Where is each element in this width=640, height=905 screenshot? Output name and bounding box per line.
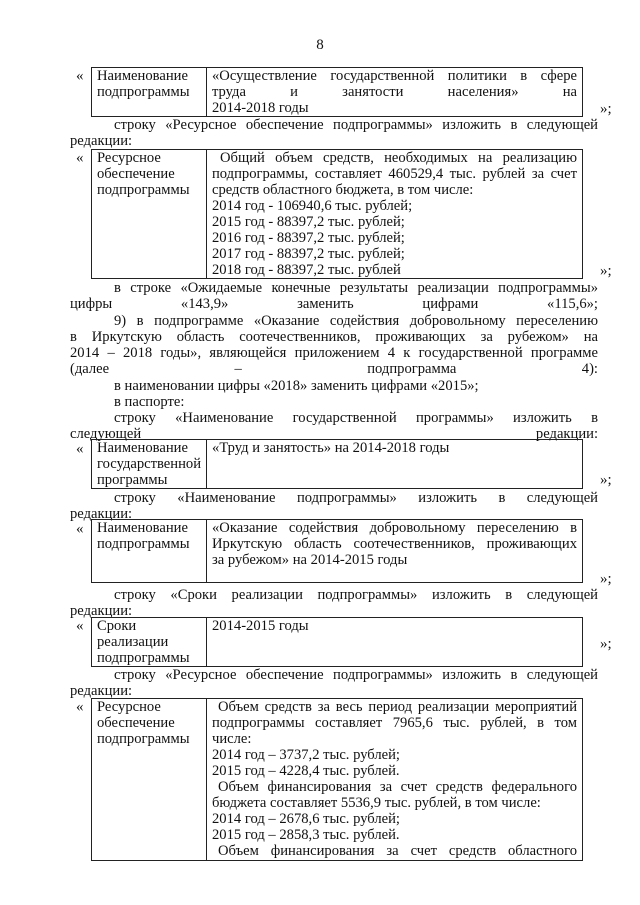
table-subprogram-name-1 xyxy=(91,67,583,117)
paragraph-4: в наименовании цифры «2018» заменить цифрами «2015»; xyxy=(114,378,479,394)
quote-close: »; xyxy=(600,571,612,587)
page-number: 8 xyxy=(316,37,324,53)
table-resources-2: Ресурсное обеспечение подпрограммы Объем средств за весь период реализации мероприятий подпрограммы составляет 7965,6 тыс. рублей, в том числе: 2014 год – 3737,2 тыс. рублей; 2015 год – 4228,4 тыс. рублей. Объем финансирования за счет средств федерального бюджета составляет 5536,9 тыс. рублей, в том числе: 2014 год – 2678,6 тыс. рублей; 2015 год – 2858,3 тыс. рублей. Объем финансирования за счет средств областного xyxy=(91,698,583,861)
quote-close: »; xyxy=(600,263,612,279)
quote-open: « xyxy=(76,618,84,634)
quote-open: « xyxy=(76,68,84,84)
paragraph-7: строку «Наименование подпрограммы» изложить в следующей редакции: xyxy=(70,490,598,522)
quote-open: « xyxy=(76,441,84,457)
t1-left: Наименование подпрограммы xyxy=(97,68,190,100)
paragraph-1: строку «Ресурсное обеспечение подпрограммы» изложить в следующей редакции: xyxy=(70,117,598,149)
quote-open: « xyxy=(76,521,84,537)
paragraph-5: в паспорте: xyxy=(114,394,185,410)
t1-right-line: 2014-2018 годы xyxy=(212,100,309,116)
quote-close: »; xyxy=(600,101,612,117)
quote-open: « xyxy=(76,699,84,715)
paragraph-3: 9) в подпрограмме «Оказание содействия добровольному переселению в Иркутскую область соотечественников, проживающих за рубежом» на 2014 – 2018 годы», являющейся приложением 4 к государственной программе (далее – подпрограмма 4): xyxy=(70,313,598,377)
quote-close: »; xyxy=(600,636,612,652)
table-subprogram-name-2: Наименование подпрограммы «Оказание содействия добровольному переселению в Иркутскую область соотечественников, проживающих за рубежом» на 2014-2015 годы xyxy=(91,519,583,583)
paragraph-2: в строке «Ожидаемые конечные результаты реализации подпрограммы» цифры «143,9» заменить цифрами «115,6»; xyxy=(70,280,598,312)
paragraph-6: строку «Наименование государственной программы» изложить в следующей редакции: xyxy=(70,410,598,442)
t1-right-line: «Осуществление государственной политики в сфере xyxy=(212,68,577,84)
table-resources-1: Ресурсное обеспечение подпрограммы Общий объем средств, необходимых на реализацию подпрограммы, составляет 460529,4 тыс. рублей за счет средств областного бюджета, в том числе: 2014 год - 106940,6 тыс. рублей; 2015 год - 88397,2 тыс. рублей; 2016 год - 88397,2 тыс. рублей; 2017 год - 88397,2 тыс. рублей; 2018 год - 88397,2 тыс. рублей xyxy=(91,149,583,279)
paragraph-9: строку «Ресурсное обеспечение подпрограммы» изложить в следующей редакции: xyxy=(70,667,598,699)
t1-right-line: труда и занятости населения» на xyxy=(212,84,577,100)
table-terms: Сроки реализации подпрограммы 2014-2015 годы xyxy=(91,617,583,667)
table-program-name: Наименование государственной программы «Труд и занятость» на 2014-2018 годы xyxy=(91,439,583,489)
quote-close: »; xyxy=(600,472,612,488)
quote-open: « xyxy=(76,150,84,166)
paragraph-8: строку «Сроки реализации подпрограммы» изложить в следующей редакции: xyxy=(70,587,598,619)
